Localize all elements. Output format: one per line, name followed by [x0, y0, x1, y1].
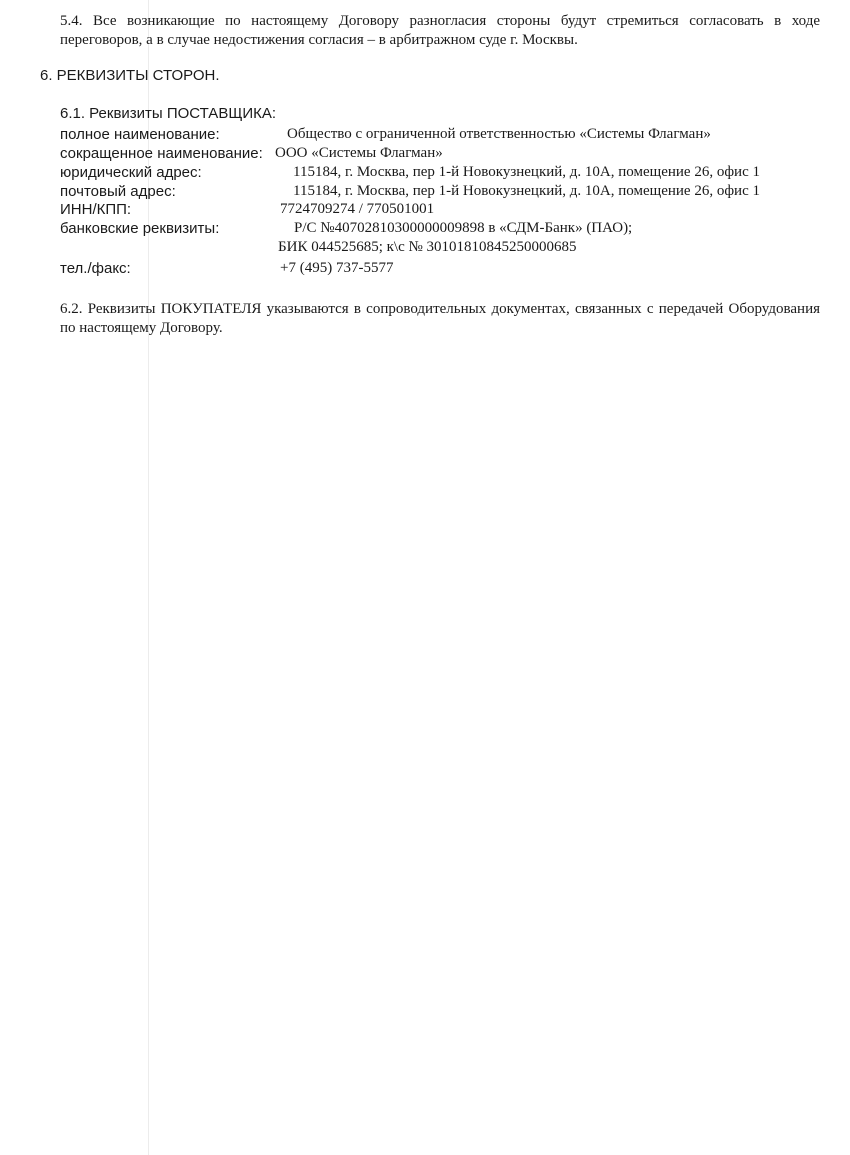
req-row-bank [60, 219, 830, 238]
req-row-legal-address [60, 163, 830, 182]
req-row-postal-address [60, 182, 830, 201]
req-row-bank-bik [60, 238, 830, 257]
short-name-value: ООО «Системы Флагман» [275, 145, 443, 161]
postal-address-value: 115184, г. Москва, пер 1-й Новокузнецкий, д. 10А, помещение 26, офис 1 [293, 183, 760, 199]
legal-address-label: юридический адрес: [60, 164, 202, 181]
full-name-value: Общество с ограниченной ответственностью «Системы Флагман» [287, 126, 711, 142]
section-6-title: 6. РЕКВИЗИТЫ СТОРОН. [40, 67, 220, 84]
req-row-inn-kpp [60, 200, 830, 219]
clause-5-4: 5.4. Все возникающие по настоящему Договору разногласия стороны будут стремиться согласовать в ходе переговоров, а в случае недостижения согласия – в арбитражном суде г. Москвы. [60, 13, 820, 48]
supplier-title: 6.1. Реквизиты ПОСТАВЩИКА: [60, 105, 277, 122]
phone-value: +7 (495) 737-5577 [280, 260, 394, 276]
postal-address-label: почтовый адрес: [60, 183, 176, 200]
inn-kpp-value: 7724709274 / 770501001 [280, 201, 435, 217]
full-name-label: полное наименование: [60, 126, 220, 143]
bank-bik-value: БИК 044525685; к\с № 30101810845250000685 [278, 239, 577, 255]
bank-label: банковские реквизиты: [60, 220, 220, 237]
short-name-label: сокращенное наименование: [60, 145, 263, 162]
phone-label: тел./факс: [60, 260, 131, 277]
req-row-short-name [60, 144, 830, 163]
bank-account-value: Р/С №40702810300000009898 в «СДМ-Банк» (ПАО); [294, 220, 633, 236]
inn-kpp-label: ИНН/КПП: [60, 201, 132, 218]
req-row-full-name [60, 125, 830, 144]
req-row-phone [60, 259, 830, 278]
legal-address-value: 115184, г. Москва, пер 1-й Новокузнецкий, д. 10А, помещение 26, офис 1 [293, 164, 760, 180]
clause-6-2: 6.2. Реквизиты ПОКУПАТЕЛЯ указываются в сопроводительных документах, связанных с передачей Оборудования по настоящему Договору. [60, 301, 820, 336]
